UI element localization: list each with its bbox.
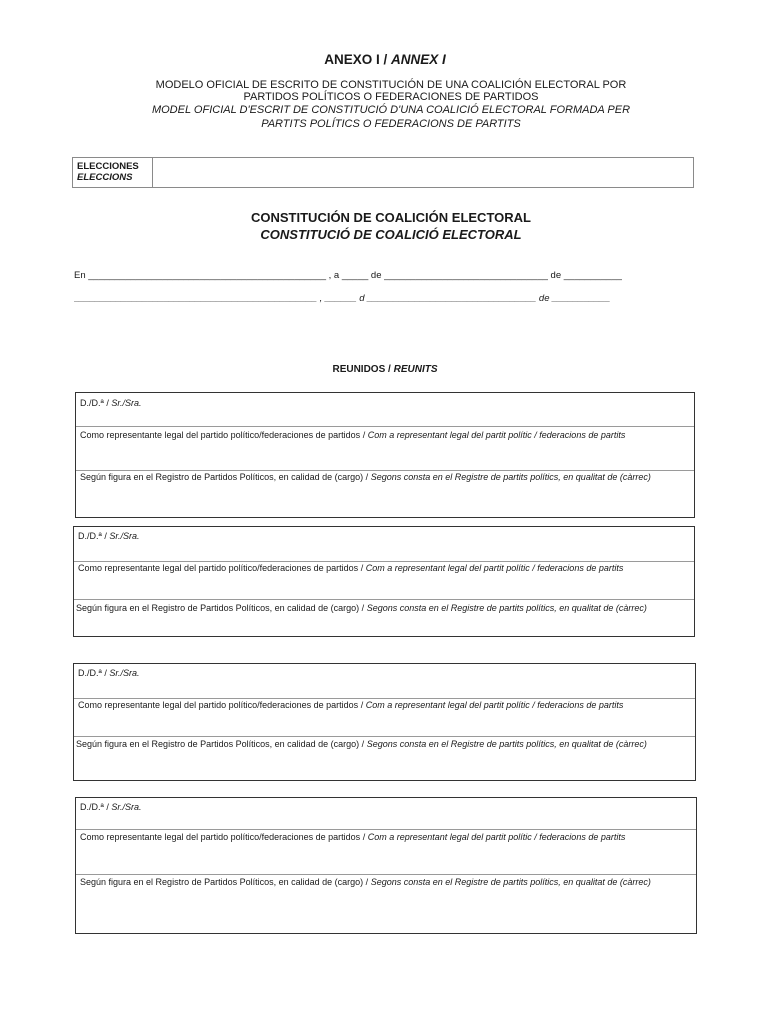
name-field[interactable]: D./D.ª / Sr./Sra. [80,802,142,812]
registry-text-es: Según figura en el Registro de Partidos Políticos, en calidad de (cargo) [80,472,364,482]
model-es-line1: MODELO OFICIAL DE ESCRITO DE CONSTITUCIÓN DE UNA COALICIÓN ELECTORAL POR [155,79,627,91]
role-text-ca: Com a representant legal del partit polític / federacions de partits [365,700,624,710]
registry-text-es: Según figura en el Registro de Partidos Políticos, en calidad de (cargo) [76,603,360,613]
name-label-ca: Sr./Sra. [109,668,140,678]
registry-text-ca: Segons consta en el Registre de partits polítics, en qualitat de (càrrec) [370,472,651,482]
name-label-ca: Sr./Sra. [111,802,142,812]
constitution-title-ca: CONSTITUCIÓ DE COALICIÓ ELECTORAL [260,227,522,242]
divider [76,470,694,471]
name-field[interactable]: D./D.ª / Sr./Sra. [80,398,142,408]
role-text-es: Como representante legal del partido político/federaciones de partidos [78,563,359,573]
divider [74,561,694,562]
role-field[interactable]: Como representante legal del partido político/federaciones de partidos / Com a representant legal del partit polític / federacions de partits [78,700,624,710]
reunidos-es: REUNIDOS [332,364,386,375]
role-text-ca: Com a representant legal del partit polític / federacions de partits [367,832,626,842]
divider [74,599,694,600]
name-label-es: D./D.ª [78,531,102,541]
role-text-ca: Com a representant legal del partit polític / federacions de partits [365,563,624,573]
representative-box-3 [73,663,696,781]
title-separator: / [379,52,391,67]
representative-box-2 [73,526,695,637]
divider [74,698,695,699]
role-text-es: Como representante legal del partido político/federaciones de partidos [80,832,361,842]
registry-field[interactable]: Según figura en el Registro de Partidos Políticos, en calidad de (cargo) / Segons consta en el Registre de partits polítics, en qualitat de (càrrec) [76,739,647,749]
registry-text-es: Según figura en el Registro de Partidos Políticos, en calidad de (cargo) [80,877,364,887]
registry-field[interactable]: Según figura en el Registro de Partidos Políticos, en calidad de (cargo) / Segons consta en el Registre de partits polítics, en qualitat de (càrrec) [80,877,651,887]
divider [76,874,696,875]
name-label-es: D./D.ª [78,668,102,678]
reunidos-heading [0,364,770,375]
elections-label-ca: ELECCIONS [77,172,133,183]
name-label-ca: Sr./Sra. [109,531,140,541]
registry-field[interactable]: Según figura en el Registro de Partidos Políticos, en calidad de (cargo) / Segons consta en el Registre de partits polítics, en qualitat de (càrrec) [76,603,647,613]
elections-label [73,158,153,187]
representative-box-1 [75,392,695,518]
model-es-line2: PARTIDOS POLÍTICOS O FEDERACIONES DE PARTIDOS [243,91,539,103]
role-field[interactable]: Como representante legal del partido político/federaciones de partidos / Com a representant legal del partit polític / federacions de partits [78,563,624,573]
registry-text-ca: Segons consta en el Registre de partits polítics, en qualitat de (càrrec) [366,739,647,749]
elections-label-es: ELECCIONES [77,161,139,172]
divider [74,736,695,737]
divider [76,426,694,427]
name-label-es: D./D.ª [80,398,104,408]
divider [76,829,696,830]
registry-text-es: Según figura en el Registro de Partidos Políticos, en calidad de (cargo) [76,739,360,749]
title-ca: ANNEX I [391,52,446,67]
model-ca-line2: PARTITS POLÍTICS O FEDERACIONS DE PARTITS [261,118,521,130]
model-ca-line1: MODEL OFICIAL D'ESCRIT DE CONSTITUCIÓ D'UNA COALICIÓ ELECTORAL FORMADA PER [151,104,631,116]
role-text-es: Como representante legal del partido político/federaciones de partidos [80,430,361,440]
elections-box [72,157,694,188]
name-label-ca: Sr./Sra. [111,398,142,408]
role-field[interactable]: Como representante legal del partido político/federaciones de partidos / Com a representant legal del partit polític / federacions de partits [80,832,626,842]
name-field[interactable]: D./D.ª / Sr./Sra. [78,668,140,678]
role-text-es: Como representante legal del partido político/federaciones de partidos [78,700,359,710]
reunidos-ca: REUNITS [393,364,438,375]
place-date-line-ca[interactable]: ______________________________________________ , ______ d ________________________________ de ___________ [74,293,611,304]
place-date-line-es[interactable]: En _____________________________________________ , a _____ de _______________________________ de ___________ [74,270,622,281]
constitution-title-es: CONSTITUCIÓN DE COALICIÓN ELECTORAL [251,210,531,225]
registry-field[interactable]: Según figura en el Registro de Partidos Políticos, en calidad de (cargo) / Segons consta en el Registre de partits polítics, en qualitat de (càrrec) [80,472,651,482]
role-field[interactable]: Como representante legal del partido político/federaciones de partidos / Com a representant legal del partit polític / federacions de partits [80,430,626,440]
name-field[interactable]: D./D.ª / Sr./Sra. [78,531,140,541]
title-es: ANEXO I [324,52,380,67]
role-text-ca: Com a representant legal del partit polític / federacions de partits [367,430,626,440]
page-title [0,52,770,67]
representative-box-4 [75,797,697,934]
reunidos-separator: / [385,364,394,375]
registry-text-ca: Segons consta en el Registre de partits polítics, en qualitat de (càrrec) [370,877,651,887]
registry-text-ca: Segons consta en el Registre de partits polítics, en qualitat de (càrrec) [366,603,647,613]
name-label-es: D./D.ª [80,802,104,812]
